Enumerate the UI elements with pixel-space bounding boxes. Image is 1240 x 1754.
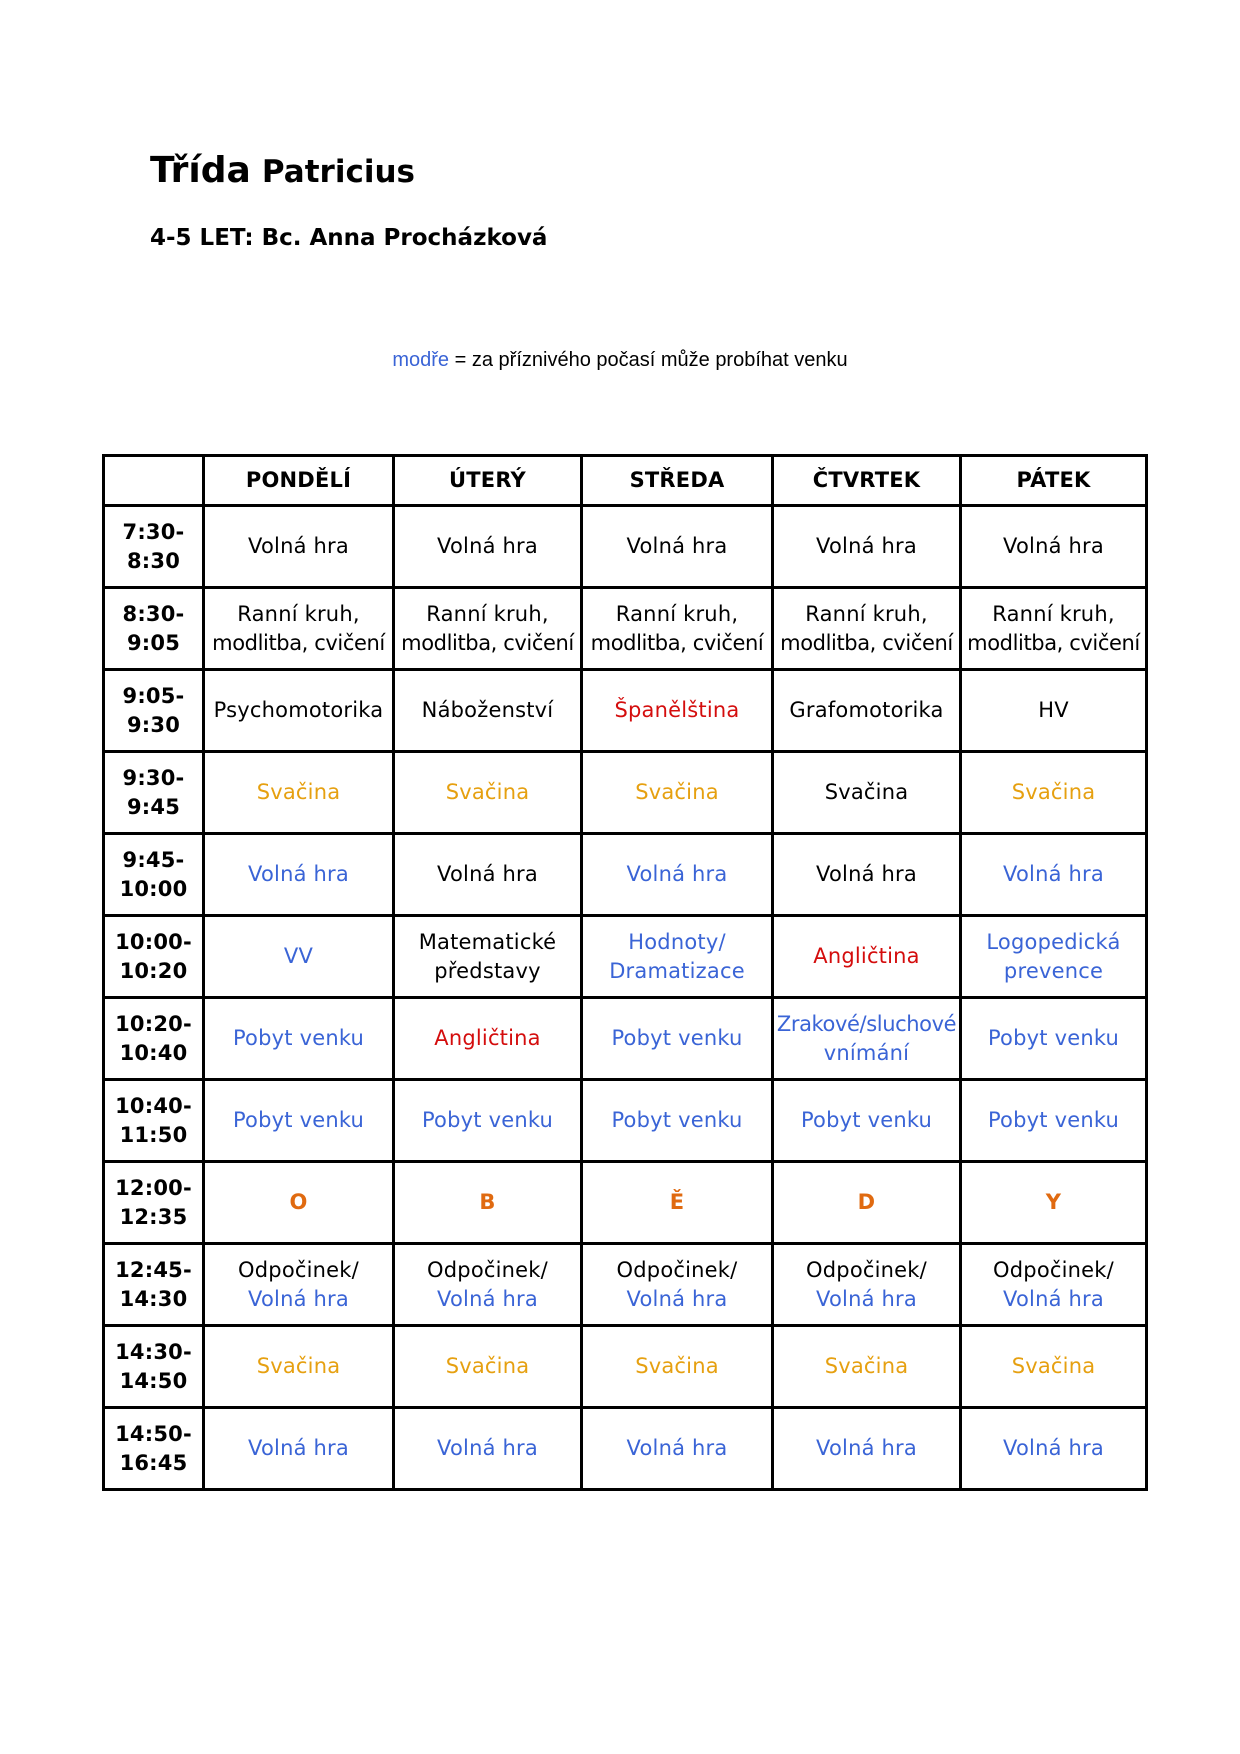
activity-cell [394,834,582,916]
table-row [104,1244,1147,1326]
activity-cell [204,1326,394,1408]
activity-cell [773,1408,961,1490]
activity-text: Volná hra [437,1436,538,1460]
activity-text: modlitba, cvičení [212,630,385,655]
activity-text: Svačina [635,780,719,804]
table-row [104,1080,1147,1162]
time-text: 9:05 [126,630,181,655]
activity-cell [773,1162,961,1244]
time-text: 14:30 [119,1286,188,1311]
activity-cell [394,1162,582,1244]
activity-text: Volná hra [437,862,538,886]
activity-text: Ě [669,1190,685,1214]
activity-cell [961,752,1147,834]
activity-cell [961,506,1147,588]
activity-text: Pobyt venku [987,1026,1120,1050]
activity-cell [582,1162,773,1244]
day-header: PONDĚLÍ [204,456,394,506]
activity-cell [204,1080,394,1162]
activity-text: Odpočinek/ [806,1257,927,1282]
activity-cell [961,670,1147,752]
legend-blue-word: modře [392,349,450,371]
time-text: 10:40- [115,1093,192,1118]
table-row [104,1408,1147,1490]
activity-text: Svačina [445,1354,530,1378]
table-row [104,670,1147,752]
activity-cell [582,1080,773,1162]
table-row [104,834,1147,916]
activity-text: vnímání [823,1040,910,1065]
activity-text: Angličtina [813,944,920,968]
activity-text: Volná hra [248,534,349,558]
activity-text: Dramatizace [609,958,745,983]
activity-text: Svačina [1011,1354,1096,1378]
activity-cell [582,834,773,916]
activity-text: Svačina [635,1354,719,1378]
activity-cell [394,998,582,1080]
activity-cell [204,1162,394,1244]
activity-cell [582,1408,773,1490]
color-legend [0,349,1240,372]
activity-cell [773,670,961,752]
activity-cell [204,916,394,998]
activity-text: Volná hra [248,1286,349,1311]
activity-text: Odpočinek/ [616,1257,738,1282]
table-row [104,916,1147,998]
activity-text: Volná hra [248,1436,349,1460]
activity-text: Odpočinek/ [238,1257,359,1282]
day-header: ČTVRTEK [773,456,961,506]
activity-cell [394,506,582,588]
activity-cell [961,588,1147,670]
activity-text: Volná hra [1003,1436,1104,1460]
time-cell [104,1162,204,1244]
activity-text: Pobyt venku [232,1026,365,1050]
activity-text: Pobyt venku [232,1108,365,1132]
activity-text: Náboženství [421,698,554,722]
time-text: 14:50- [115,1421,192,1446]
activity-text: HV [1038,698,1069,722]
activity-cell [582,752,773,834]
activity-cell [394,1244,582,1326]
activity-text: Svačina [1011,780,1096,804]
page-subtitle: 4-5 LET: Bc. Anna Procházková [150,225,548,251]
table-row [104,1326,1147,1408]
activity-text: Pobyt venku [987,1108,1120,1132]
activity-cell [582,1244,773,1326]
activity-cell [204,998,394,1080]
time-cell [104,670,204,752]
legend-text: = za příznivého počasí může probíhat venku [449,349,848,371]
time-text: 10:20 [119,958,188,983]
activity-cell [961,834,1147,916]
title-word: Třída [150,150,251,191]
activity-text: Volná hra [1003,534,1104,558]
activity-text: modlitba, cvičení [967,630,1140,655]
activity-text: Svačina [256,780,341,804]
activity-text: Pobyt venku [611,1108,743,1132]
time-cell [104,1244,204,1326]
time-cell [104,998,204,1080]
activity-cell [582,506,773,588]
activity-text: představy [434,958,541,983]
activity-cell [961,998,1147,1080]
activity-text: Pobyt venku [611,1026,743,1050]
activity-text: Zrakové/sluchové [776,1011,957,1036]
page-title [150,150,415,191]
activity-cell [394,670,582,752]
activity-cell [961,1162,1147,1244]
activity-text: Svačina [256,1354,341,1378]
activity-text: Psychomotorika [213,698,384,722]
day-header: ÚTERÝ [394,456,582,506]
schedule-body [104,506,1147,1490]
activity-cell [204,1408,394,1490]
class-name: Patricius [261,154,415,190]
day-header: STŘEDA [582,456,773,506]
activity-text: Odpočinek/ [993,1257,1114,1282]
time-cell [104,916,204,998]
time-text: 9:30 [126,712,181,737]
time-cell [104,1326,204,1408]
time-text: 7:30- [122,519,185,544]
activity-text: Volná hra [816,534,917,558]
activity-text: Angličtina [434,1026,541,1050]
activity-text: Volná hra [437,534,538,558]
activity-text: Svačina [824,1354,909,1378]
time-text: 10:40 [119,1040,188,1065]
table-row [104,506,1147,588]
time-text: 8:30 [126,548,181,573]
schedule-table [102,454,1148,1491]
time-text: 9:30- [122,765,185,790]
table-row [104,1162,1147,1244]
activity-text: Volná hra [626,1286,728,1311]
time-text: 8:30- [122,601,185,626]
table-row [104,998,1147,1080]
activity-cell [961,1408,1147,1490]
activity-cell [961,1326,1147,1408]
activity-text: Volná hra [626,1436,728,1460]
activity-text: Volná hra [626,862,728,886]
activity-cell [204,506,394,588]
activity-text: Volná hra [626,534,728,558]
activity-text: Hodnoty/ [628,929,726,954]
activity-text: D [857,1190,876,1214]
activity-cell [582,1326,773,1408]
activity-text: Ranní kruh, [805,601,928,626]
activity-text: Volná hra [816,862,917,886]
activity-cell [204,670,394,752]
activity-text: B [479,1190,496,1214]
activity-cell [773,506,961,588]
time-text: 9:45- [122,847,185,872]
activity-cell [961,1080,1147,1162]
activity-cell [773,752,961,834]
time-text: 12:35 [119,1204,188,1229]
activity-cell [204,834,394,916]
time-cell [104,1408,204,1490]
activity-text: Volná hra [816,1436,917,1460]
activity-text: Volná hra [1003,862,1104,886]
time-text: 14:30- [115,1339,192,1364]
activity-text: Svačina [445,780,530,804]
activity-text: Volná hra [1003,1286,1104,1311]
time-cell [104,1080,204,1162]
time-cell [104,834,204,916]
time-text: 10:00 [119,876,188,901]
activity-cell [204,752,394,834]
activity-cell [204,1244,394,1326]
activity-text: Ranní kruh, [237,601,360,626]
activity-cell [773,1080,961,1162]
activity-text: Matematické [418,929,557,954]
table-row [104,588,1147,670]
activity-cell [394,1408,582,1490]
activity-cell [394,1326,582,1408]
activity-text: modlitba, cvičení [780,630,953,655]
activity-cell [773,834,961,916]
time-text: 10:20- [115,1011,192,1036]
activity-cell [394,752,582,834]
activity-cell [394,1080,582,1162]
time-text: 12:45- [115,1257,192,1282]
activity-text: Ranní kruh, [615,601,739,626]
activity-cell [773,588,961,670]
activity-cell [582,588,773,670]
activity-text: prevence [1003,958,1104,983]
activity-text: Logopedická [986,929,1121,954]
activity-text: Volná hra [816,1286,917,1311]
activity-cell [204,588,394,670]
activity-text: Odpočinek/ [427,1257,548,1282]
activity-cell [394,916,582,998]
activity-text: Španělština [614,698,740,722]
activity-text: Y [1045,1190,1062,1214]
activity-text: modlitba, cvičení [401,630,574,655]
activity-cell [773,1244,961,1326]
time-text: 14:50 [119,1368,188,1393]
activity-text: Volná hra [437,1286,538,1311]
activity-text: Ranní kruh, [426,601,549,626]
time-text: 11:50 [119,1122,188,1147]
activity-text: Svačina [824,780,909,804]
activity-text: modlitba, cvičení [590,630,764,655]
corner-cell [104,456,204,506]
activity-text: Ranní kruh, [992,601,1115,626]
activity-text: Pobyt venku [800,1108,933,1132]
day-header: PÁTEK [961,456,1147,506]
header-row [104,456,1147,506]
time-cell [104,506,204,588]
activity-text: Pobyt venku [421,1108,554,1132]
time-text: 12:00- [115,1175,192,1200]
activity-text: O [289,1190,308,1214]
time-text: 10:00- [115,929,192,954]
time-text: 9:05- [122,683,185,708]
time-cell [104,752,204,834]
activity-cell [961,916,1147,998]
activity-cell [582,670,773,752]
activity-text: VV [283,944,314,968]
time-cell [104,588,204,670]
activity-cell [394,588,582,670]
activity-text: Volná hra [248,862,349,886]
activity-cell [582,916,773,998]
activity-cell [773,998,961,1080]
activity-cell [582,998,773,1080]
activity-cell [961,1244,1147,1326]
time-text: 16:45 [119,1450,188,1475]
activity-text: Grafomotorika [789,698,944,722]
activity-cell [773,916,961,998]
table-row [104,752,1147,834]
time-text: 9:45 [126,794,181,819]
activity-cell [773,1326,961,1408]
